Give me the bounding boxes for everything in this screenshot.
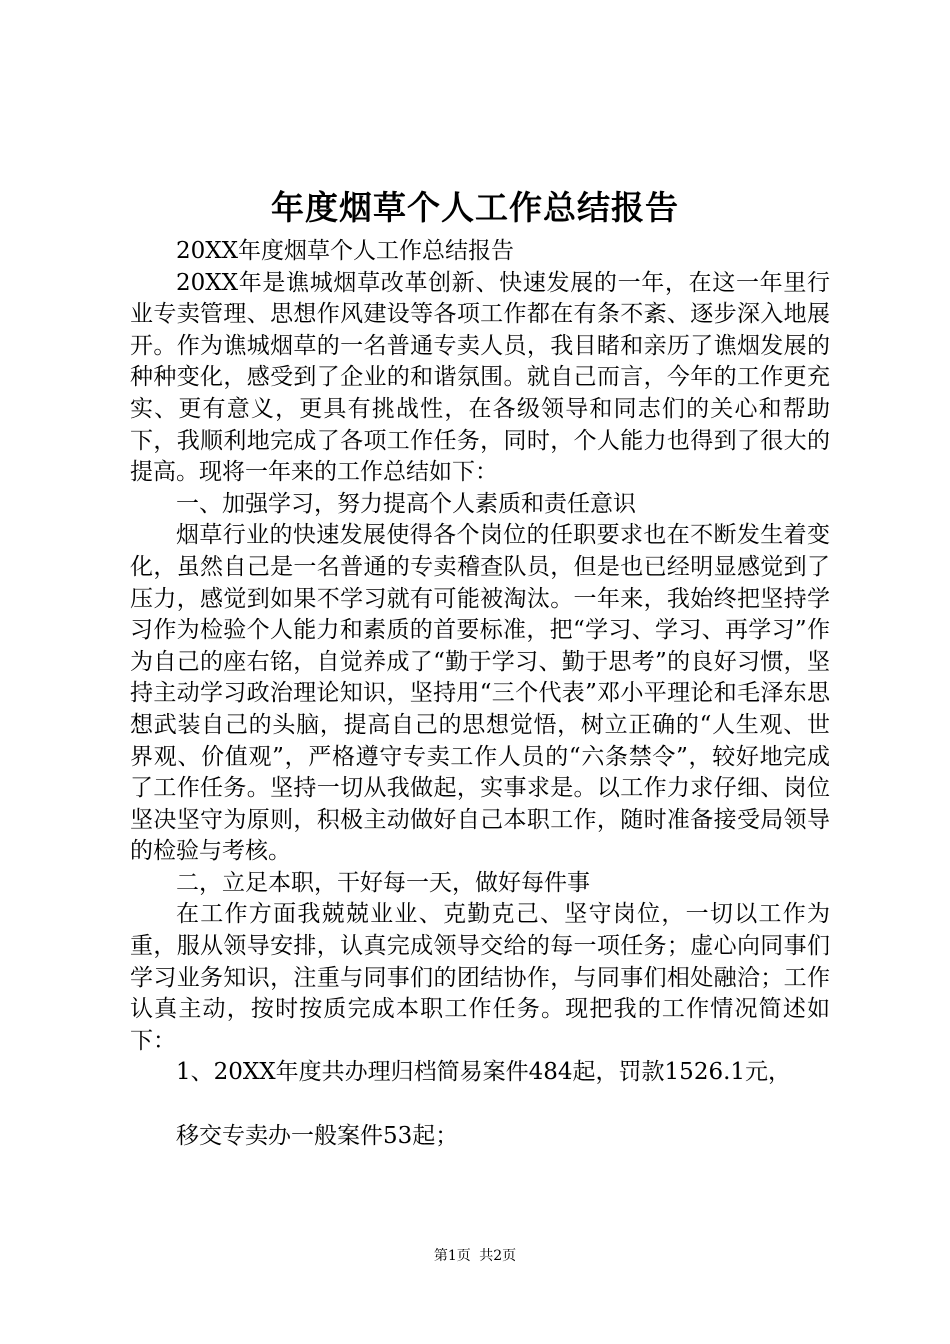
- doc-subtitle: 20XX年度烟草个人工作总结报告: [176, 238, 515, 264]
- page-number-footer: 第1页 共2页: [433, 1248, 517, 1264]
- section-2-paragraph: 在工作方面我兢兢业业、克勤克己、坚守岗位，一切以工作为重，服从领导安排，认真完成领导交给的每一项任务；虚心向同事们学习业务知识，注重与同事们的团结协作，与同事们相处融洽；工作认真主动，按时按质完成本职工作任务。现把我的工作情况简述如下：: [130, 901, 830, 1054]
- section-heading-1: 一、加强学习，努力提高个人素质和责任意识: [176, 490, 636, 517]
- list-item-1-continuation: 移交专卖办一般案件53起；: [176, 1122, 459, 1149]
- intro-paragraph: 20XX年是谯城烟草改革创新、快速发展的一年，在这一年里行业专卖管理、思想作风建设等各项工作都在有条不紊、逐步深入地展开。作为谯城烟草的一名普通专卖人员，我目睹和亲历了谯烟发展的种种变化，感受到了企业的和谐氛围。就自己而言，今年的工作更充实、更有意义，更具有挑战性，在各级领导和同志们的关心和帮助下，我顺利地完成了各项工作任务，同时，个人能力也得到了很大的提高。现将一年来的工作总结如下：: [130, 269, 830, 486]
- document-body: [130, 236, 830, 1152]
- section-heading-2: 二，立足本职，干好每一天，做好每件事: [176, 869, 590, 896]
- document-title: 年度烟草个人工作总结报告: [271, 188, 679, 227]
- list-item-1: 1、20XX年度共办理归档简易案件484起，罚款1526.1元，: [176, 1059, 792, 1086]
- section-1-paragraph: 烟草行业的快速发展使得各个岗位的任职要求也在不断发生着变化，虽然自己是一名普通的专卖稽查队员，但是也已经明显感觉到了压力，感觉到如果不学习就有可能被淘汰。一年来，我始终把坚持学习作为检验个人能力和素质的首要标准，把“学习、学习、再学习”作为自己的座右铭，自觉养成了“勤于学习、勤于思考”的良好习惯，坚持主动学习政治理论知识，坚持用“三个代表”邓小平理论和毛泽东思想武装自己的头脑，提高自己的思想觉悟，树立正确的“人生观、世界观、价值观”，严格遵守专卖工作人员的“六条禁令”，较好地完成了工作任务。坚持一切从我做起，实事求是。以工作力求仔细、岗位坚决坚守为原则，积极主动做好自己本职工作，随时准备接受局领导的检验与考核。: [130, 522, 830, 865]
